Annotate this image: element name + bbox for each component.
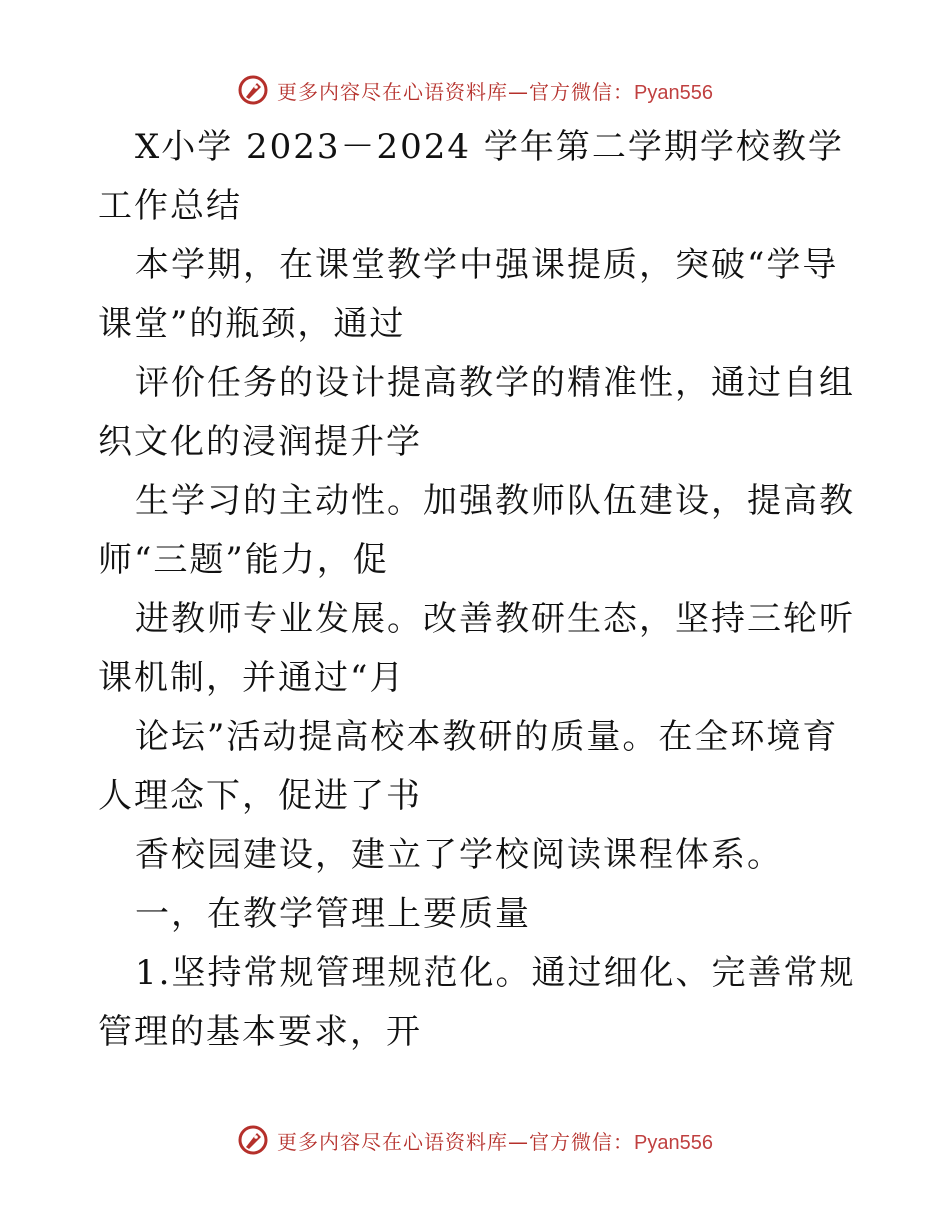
document-body xyxy=(98,118,858,1062)
footer-banner-label: 更多内容尽在心语资料库—官方微信： xyxy=(277,1129,635,1154)
pen-nib-circle-icon xyxy=(237,1124,269,1156)
header-banner-label: 更多内容尽在心语资料库—官方微信： xyxy=(277,79,635,104)
paragraph-2: 评价任务的设计提高教学的精准性，通过自组织文化的浸润提升学 xyxy=(98,363,855,462)
paragraph-1: 本学期，在课堂教学中强课提质，突破“学导课堂”的瓶颈，通过 xyxy=(98,245,839,344)
paragraph-6: 香校园建设，建立了学校阅读课程体系。 xyxy=(135,835,783,875)
footer-banner-text xyxy=(277,1126,713,1155)
paragraph-7: 1.坚持常规管理规范化。通过细化、完善常规管理的基本要求，开 xyxy=(98,953,856,1052)
document-title: X小学 2023－2024 学年第二学期学校教学工作总结 xyxy=(98,127,844,226)
paragraph-4: 进教师专业发展。改善教研生态，坚持三轮听课机制，并通过“月 xyxy=(98,599,855,698)
section-heading-1: 一，在教学管理上要质量 xyxy=(135,894,531,934)
header-banner xyxy=(0,70,950,110)
pen-nib-circle-icon xyxy=(237,74,269,106)
footer-banner xyxy=(0,1120,950,1160)
paragraph-3: 生学习的主动性。加强教师队伍建设，提高教师“三题”能力，促 xyxy=(98,481,855,580)
header-wechat-handle: Pyan556 xyxy=(634,81,713,104)
paragraph-5: 论坛”活动提高校本教研的质量。在全环境育人理念下，促进了书 xyxy=(98,717,839,816)
footer-wechat-handle: Pyan556 xyxy=(634,1131,713,1154)
header-banner-text xyxy=(277,76,713,105)
